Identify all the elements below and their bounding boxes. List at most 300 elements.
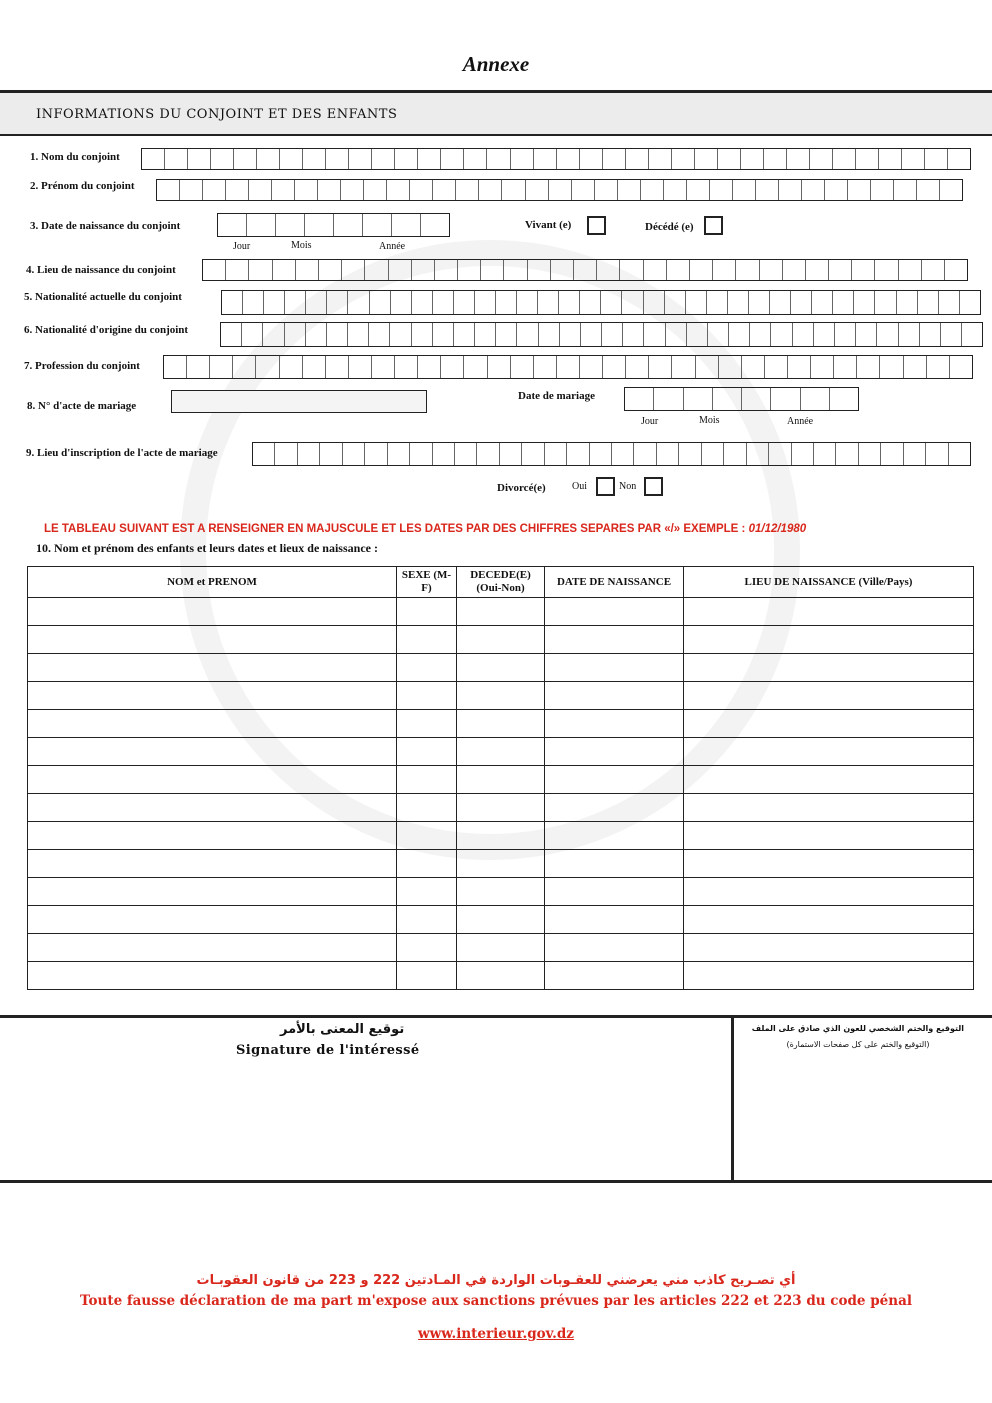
- child-deceased-cell[interactable]: [457, 878, 545, 906]
- char-cell[interactable]: [612, 443, 634, 465]
- child-sex-cell[interactable]: [397, 654, 457, 682]
- char-cell[interactable]: [534, 149, 557, 169]
- child-name-cell[interactable]: [28, 962, 397, 990]
- child-name-cell[interactable]: [28, 682, 397, 710]
- char-cell[interactable]: [879, 149, 902, 169]
- char-cell[interactable]: [517, 291, 538, 314]
- char-cell[interactable]: [649, 356, 672, 378]
- char-cell[interactable]: [226, 260, 249, 280]
- char-cell[interactable]: [280, 149, 303, 169]
- char-cell[interactable]: [247, 214, 276, 236]
- char-cell[interactable]: [835, 323, 856, 346]
- char-cell[interactable]: [504, 260, 527, 280]
- char-cell[interactable]: [464, 356, 487, 378]
- char-cell[interactable]: [814, 323, 835, 346]
- char-cell[interactable]: [875, 260, 898, 280]
- char-cell[interactable]: [418, 149, 441, 169]
- char-cell[interactable]: [792, 443, 814, 465]
- char-cell[interactable]: [249, 180, 272, 200]
- char-cell[interactable]: [249, 260, 272, 280]
- char-cell[interactable]: [920, 323, 941, 346]
- child-birthplace-cell[interactable]: [684, 682, 974, 710]
- char-cell[interactable]: [370, 291, 391, 314]
- char-cell[interactable]: [538, 291, 559, 314]
- child-birthdate-cell[interactable]: [545, 906, 684, 934]
- char-cell[interactable]: [948, 149, 970, 169]
- child-deceased-cell[interactable]: [457, 738, 545, 766]
- child-birthplace-cell[interactable]: [684, 962, 974, 990]
- char-cell[interactable]: [718, 149, 741, 169]
- char-cell[interactable]: [306, 323, 327, 346]
- char-cell[interactable]: [511, 356, 534, 378]
- char-cell[interactable]: [496, 291, 517, 314]
- char-cell[interactable]: [477, 443, 499, 465]
- char-cell[interactable]: [257, 149, 280, 169]
- char-cell[interactable]: [741, 149, 764, 169]
- child-deceased-cell[interactable]: [457, 682, 545, 710]
- char-cell[interactable]: [226, 180, 249, 200]
- char-cell[interactable]: [280, 356, 303, 378]
- char-cell[interactable]: [940, 180, 962, 200]
- char-cell[interactable]: [811, 356, 834, 378]
- char-cell[interactable]: [679, 443, 701, 465]
- char-cell[interactable]: [275, 443, 297, 465]
- divorced-yes-checkbox[interactable]: [596, 477, 615, 496]
- char-cell[interactable]: [421, 214, 449, 236]
- child-name-cell[interactable]: [28, 654, 397, 682]
- char-cell[interactable]: [623, 323, 644, 346]
- char-cell[interactable]: [517, 323, 538, 346]
- char-cell[interactable]: [595, 180, 618, 200]
- child-birthplace-cell[interactable]: [684, 598, 974, 626]
- char-cell[interactable]: [713, 388, 742, 410]
- marriage-act-number-input[interactable]: [171, 390, 427, 413]
- char-cell[interactable]: [572, 180, 595, 200]
- char-cell[interactable]: [303, 149, 326, 169]
- char-cell[interactable]: [702, 443, 724, 465]
- char-cell[interactable]: [881, 443, 903, 465]
- char-cell[interactable]: [710, 180, 733, 200]
- char-cell[interactable]: [412, 260, 435, 280]
- char-cell[interactable]: [618, 180, 641, 200]
- char-cell[interactable]: [348, 323, 369, 346]
- char-cell[interactable]: [435, 260, 458, 280]
- char-cell[interactable]: [644, 323, 665, 346]
- char-cell[interactable]: [211, 149, 234, 169]
- char-cell[interactable]: [814, 443, 836, 465]
- child-birthdate-cell[interactable]: [545, 766, 684, 794]
- char-cell[interactable]: [622, 291, 643, 314]
- char-cell[interactable]: [672, 356, 695, 378]
- char-cell[interactable]: [389, 260, 412, 280]
- alive-checkbox[interactable]: [587, 216, 606, 235]
- char-cell[interactable]: [580, 356, 603, 378]
- char-cell[interactable]: [684, 388, 713, 410]
- child-deceased-cell[interactable]: [457, 710, 545, 738]
- char-cell[interactable]: [388, 443, 410, 465]
- char-cell[interactable]: [736, 260, 759, 280]
- char-cell[interactable]: [273, 260, 296, 280]
- char-cell[interactable]: [779, 180, 802, 200]
- char-cell[interactable]: [372, 149, 395, 169]
- char-cell[interactable]: [395, 356, 418, 378]
- char-cell[interactable]: [475, 291, 496, 314]
- char-cell[interactable]: [687, 323, 708, 346]
- child-birthplace-cell[interactable]: [684, 710, 974, 738]
- child-birthdate-cell[interactable]: [545, 962, 684, 990]
- char-cell[interactable]: [567, 443, 589, 465]
- char-cell[interactable]: [418, 356, 441, 378]
- char-cell[interactable]: [877, 323, 898, 346]
- char-cell[interactable]: [897, 291, 918, 314]
- char-cell[interactable]: [787, 149, 810, 169]
- char-cell[interactable]: [834, 356, 857, 378]
- deceased-checkbox[interactable]: [704, 216, 723, 235]
- char-cell[interactable]: [667, 260, 690, 280]
- child-birthplace-cell[interactable]: [684, 626, 974, 654]
- char-cell[interactable]: [441, 149, 464, 169]
- char-cell[interactable]: [395, 149, 418, 169]
- marriage-registration-place-input[interactable]: [252, 442, 971, 466]
- signature-box[interactable]: [0, 1064, 730, 1178]
- char-cell[interactable]: [918, 291, 939, 314]
- char-cell[interactable]: [502, 180, 525, 200]
- char-cell[interactable]: [142, 149, 165, 169]
- char-cell[interactable]: [272, 180, 295, 200]
- child-sex-cell[interactable]: [397, 682, 457, 710]
- char-cell[interactable]: [263, 323, 284, 346]
- char-cell[interactable]: [719, 356, 742, 378]
- char-cell[interactable]: [327, 291, 348, 314]
- char-cell[interactable]: [626, 356, 649, 378]
- divorced-no-checkbox[interactable]: [644, 477, 663, 496]
- char-cell[interactable]: [341, 180, 364, 200]
- char-cell[interactable]: [221, 323, 242, 346]
- child-deceased-cell[interactable]: [457, 822, 545, 850]
- char-cell[interactable]: [464, 149, 487, 169]
- char-cell[interactable]: [549, 180, 572, 200]
- char-cell[interactable]: [724, 443, 746, 465]
- char-cell[interactable]: [848, 180, 871, 200]
- char-cell[interactable]: [264, 291, 285, 314]
- char-cell[interactable]: [364, 180, 387, 200]
- char-cell[interactable]: [326, 149, 349, 169]
- char-cell[interactable]: [433, 443, 455, 465]
- child-birthdate-cell[interactable]: [545, 822, 684, 850]
- char-cell[interactable]: [793, 323, 814, 346]
- char-cell[interactable]: [941, 323, 962, 346]
- char-cell[interactable]: [899, 323, 920, 346]
- char-cell[interactable]: [526, 180, 549, 200]
- spouse-current-nationality-input[interactable]: [221, 290, 981, 315]
- char-cell[interactable]: [410, 180, 433, 200]
- char-cell[interactable]: [253, 443, 275, 465]
- char-cell[interactable]: [522, 443, 544, 465]
- char-cell[interactable]: [927, 356, 950, 378]
- char-cell[interactable]: [657, 443, 679, 465]
- char-cell[interactable]: [496, 323, 517, 346]
- char-cell[interactable]: [349, 149, 372, 169]
- spouse-birthplace-input[interactable]: [202, 259, 968, 281]
- char-cell[interactable]: [654, 388, 683, 410]
- marriage-date-input[interactable]: [624, 387, 859, 411]
- char-cell[interactable]: [479, 180, 502, 200]
- child-deceased-cell[interactable]: [457, 934, 545, 962]
- char-cell[interactable]: [949, 443, 970, 465]
- char-cell[interactable]: [871, 180, 894, 200]
- child-birthplace-cell[interactable]: [684, 878, 974, 906]
- char-cell[interactable]: [203, 180, 226, 200]
- char-cell[interactable]: [801, 388, 830, 410]
- char-cell[interactable]: [187, 356, 210, 378]
- char-cell[interactable]: [551, 260, 574, 280]
- child-name-cell[interactable]: [28, 822, 397, 850]
- child-sex-cell[interactable]: [397, 878, 457, 906]
- char-cell[interactable]: [620, 260, 643, 280]
- child-birthdate-cell[interactable]: [545, 934, 684, 962]
- char-cell[interactable]: [904, 356, 927, 378]
- char-cell[interactable]: [210, 356, 233, 378]
- child-birthdate-cell[interactable]: [545, 850, 684, 878]
- char-cell[interactable]: [298, 443, 320, 465]
- char-cell[interactable]: [391, 291, 412, 314]
- spouse-origin-nationality-input[interactable]: [220, 322, 983, 347]
- char-cell[interactable]: [666, 323, 687, 346]
- char-cell[interactable]: [327, 323, 348, 346]
- char-cell[interactable]: [363, 214, 392, 236]
- char-cell[interactable]: [765, 356, 788, 378]
- char-cell[interactable]: [857, 356, 880, 378]
- char-cell[interactable]: [833, 149, 856, 169]
- char-cell[interactable]: [856, 323, 877, 346]
- char-cell[interactable]: [392, 214, 421, 236]
- child-deceased-cell[interactable]: [457, 850, 545, 878]
- child-sex-cell[interactable]: [397, 738, 457, 766]
- char-cell[interactable]: [742, 388, 771, 410]
- child-birthplace-cell[interactable]: [684, 654, 974, 682]
- char-cell[interactable]: [580, 291, 601, 314]
- char-cell[interactable]: [481, 260, 504, 280]
- char-cell[interactable]: [203, 260, 226, 280]
- char-cell[interactable]: [641, 180, 664, 200]
- child-sex-cell[interactable]: [397, 626, 457, 654]
- char-cell[interactable]: [412, 291, 433, 314]
- char-cell[interactable]: [902, 149, 925, 169]
- child-name-cell[interactable]: [28, 738, 397, 766]
- child-birthplace-cell[interactable]: [684, 794, 974, 822]
- child-name-cell[interactable]: [28, 934, 397, 962]
- child-deceased-cell[interactable]: [457, 766, 545, 794]
- child-sex-cell[interactable]: [397, 962, 457, 990]
- child-sex-cell[interactable]: [397, 934, 457, 962]
- char-cell[interactable]: [686, 291, 707, 314]
- char-cell[interactable]: [295, 180, 318, 200]
- char-cell[interactable]: [672, 149, 695, 169]
- char-cell[interactable]: [349, 356, 372, 378]
- char-cell[interactable]: [545, 443, 567, 465]
- char-cell[interactable]: [791, 291, 812, 314]
- child-deceased-cell[interactable]: [457, 598, 545, 626]
- char-cell[interactable]: [625, 388, 654, 410]
- char-cell[interactable]: [962, 323, 982, 346]
- char-cell[interactable]: [771, 323, 792, 346]
- char-cell[interactable]: [806, 260, 829, 280]
- char-cell[interactable]: [369, 323, 390, 346]
- char-cell[interactable]: [412, 323, 433, 346]
- child-birthdate-cell[interactable]: [545, 794, 684, 822]
- char-cell[interactable]: [319, 260, 342, 280]
- char-cell[interactable]: [833, 291, 854, 314]
- char-cell[interactable]: [939, 291, 960, 314]
- char-cell[interactable]: [528, 260, 551, 280]
- char-cell[interactable]: [603, 149, 626, 169]
- char-cell[interactable]: [233, 356, 256, 378]
- char-cell[interactable]: [770, 291, 791, 314]
- child-sex-cell[interactable]: [397, 598, 457, 626]
- char-cell[interactable]: [830, 388, 858, 410]
- child-birthdate-cell[interactable]: [545, 738, 684, 766]
- char-cell[interactable]: [760, 260, 783, 280]
- spouse-birthdate-input[interactable]: [217, 213, 450, 237]
- child-name-cell[interactable]: [28, 850, 397, 878]
- char-cell[interactable]: [690, 260, 713, 280]
- char-cell[interactable]: [348, 291, 369, 314]
- char-cell[interactable]: [342, 260, 365, 280]
- char-cell[interactable]: [603, 356, 626, 378]
- char-cell[interactable]: [157, 180, 180, 200]
- char-cell[interactable]: [222, 291, 243, 314]
- char-cell[interactable]: [771, 388, 800, 410]
- char-cell[interactable]: [454, 291, 475, 314]
- child-name-cell[interactable]: [28, 906, 397, 934]
- child-birthdate-cell[interactable]: [545, 710, 684, 738]
- child-sex-cell[interactable]: [397, 822, 457, 850]
- child-deceased-cell[interactable]: [457, 906, 545, 934]
- child-deceased-cell[interactable]: [457, 654, 545, 682]
- child-sex-cell[interactable]: [397, 794, 457, 822]
- char-cell[interactable]: [326, 356, 349, 378]
- spouse-firstname-input[interactable]: [156, 179, 963, 201]
- char-cell[interactable]: [500, 443, 522, 465]
- char-cell[interactable]: [256, 356, 279, 378]
- char-cell[interactable]: [925, 149, 948, 169]
- char-cell[interactable]: [856, 149, 879, 169]
- char-cell[interactable]: [695, 149, 718, 169]
- char-cell[interactable]: [365, 260, 388, 280]
- child-deceased-cell[interactable]: [457, 794, 545, 822]
- char-cell[interactable]: [742, 356, 765, 378]
- char-cell[interactable]: [387, 180, 410, 200]
- child-birthplace-cell[interactable]: [684, 738, 974, 766]
- char-cell[interactable]: [802, 180, 825, 200]
- char-cell[interactable]: [597, 260, 620, 280]
- char-cell[interactable]: [296, 260, 319, 280]
- char-cell[interactable]: [372, 356, 395, 378]
- child-name-cell[interactable]: [28, 766, 397, 794]
- char-cell[interactable]: [880, 356, 903, 378]
- char-cell[interactable]: [164, 356, 187, 378]
- char-cell[interactable]: [644, 260, 667, 280]
- char-cell[interactable]: [234, 149, 257, 169]
- child-birthdate-cell[interactable]: [545, 626, 684, 654]
- char-cell[interactable]: [783, 260, 806, 280]
- child-birthdate-cell[interactable]: [545, 878, 684, 906]
- child-name-cell[interactable]: [28, 710, 397, 738]
- char-cell[interactable]: [306, 291, 327, 314]
- char-cell[interactable]: [634, 443, 656, 465]
- char-cell[interactable]: [733, 180, 756, 200]
- char-cell[interactable]: [305, 214, 334, 236]
- char-cell[interactable]: [729, 323, 750, 346]
- char-cell[interactable]: [458, 260, 481, 280]
- char-cell[interactable]: [559, 291, 580, 314]
- char-cell[interactable]: [180, 180, 203, 200]
- char-cell[interactable]: [590, 443, 612, 465]
- char-cell[interactable]: [560, 323, 581, 346]
- child-sex-cell[interactable]: [397, 906, 457, 934]
- char-cell[interactable]: [557, 149, 580, 169]
- char-cell[interactable]: [665, 291, 686, 314]
- char-cell[interactable]: [601, 291, 622, 314]
- char-cell[interactable]: [788, 356, 811, 378]
- char-cell[interactable]: [318, 180, 341, 200]
- char-cell[interactable]: [812, 291, 833, 314]
- char-cell[interactable]: [602, 323, 623, 346]
- child-sex-cell[interactable]: [397, 710, 457, 738]
- child-birthplace-cell[interactable]: [684, 934, 974, 962]
- char-cell[interactable]: [687, 180, 710, 200]
- child-name-cell[interactable]: [28, 794, 397, 822]
- char-cell[interactable]: [922, 260, 945, 280]
- char-cell[interactable]: [285, 323, 306, 346]
- char-cell[interactable]: [664, 180, 687, 200]
- char-cell[interactable]: [242, 323, 263, 346]
- char-cell[interactable]: [769, 443, 791, 465]
- char-cell[interactable]: [829, 260, 852, 280]
- child-birthplace-cell[interactable]: [684, 850, 974, 878]
- char-cell[interactable]: [285, 291, 306, 314]
- char-cell[interactable]: [894, 180, 917, 200]
- char-cell[interactable]: [218, 214, 247, 236]
- child-deceased-cell[interactable]: [457, 626, 545, 654]
- child-birthdate-cell[interactable]: [545, 682, 684, 710]
- char-cell[interactable]: [243, 291, 264, 314]
- char-cell[interactable]: [950, 356, 972, 378]
- child-sex-cell[interactable]: [397, 766, 457, 794]
- char-cell[interactable]: [539, 323, 560, 346]
- char-cell[interactable]: [626, 149, 649, 169]
- char-cell[interactable]: [644, 291, 665, 314]
- char-cell[interactable]: [343, 443, 365, 465]
- char-cell[interactable]: [188, 149, 211, 169]
- child-birthplace-cell[interactable]: [684, 906, 974, 934]
- char-cell[interactable]: [854, 291, 875, 314]
- char-cell[interactable]: [574, 260, 597, 280]
- char-cell[interactable]: [859, 443, 881, 465]
- spouse-name-input[interactable]: [141, 148, 971, 170]
- char-cell[interactable]: [165, 149, 188, 169]
- child-name-cell[interactable]: [28, 626, 397, 654]
- char-cell[interactable]: [750, 323, 771, 346]
- char-cell[interactable]: [441, 356, 464, 378]
- char-cell[interactable]: [410, 443, 432, 465]
- char-cell[interactable]: [276, 214, 305, 236]
- char-cell[interactable]: [904, 443, 926, 465]
- char-cell[interactable]: [926, 443, 948, 465]
- char-cell[interactable]: [456, 180, 479, 200]
- char-cell[interactable]: [810, 149, 833, 169]
- child-birthdate-cell[interactable]: [545, 654, 684, 682]
